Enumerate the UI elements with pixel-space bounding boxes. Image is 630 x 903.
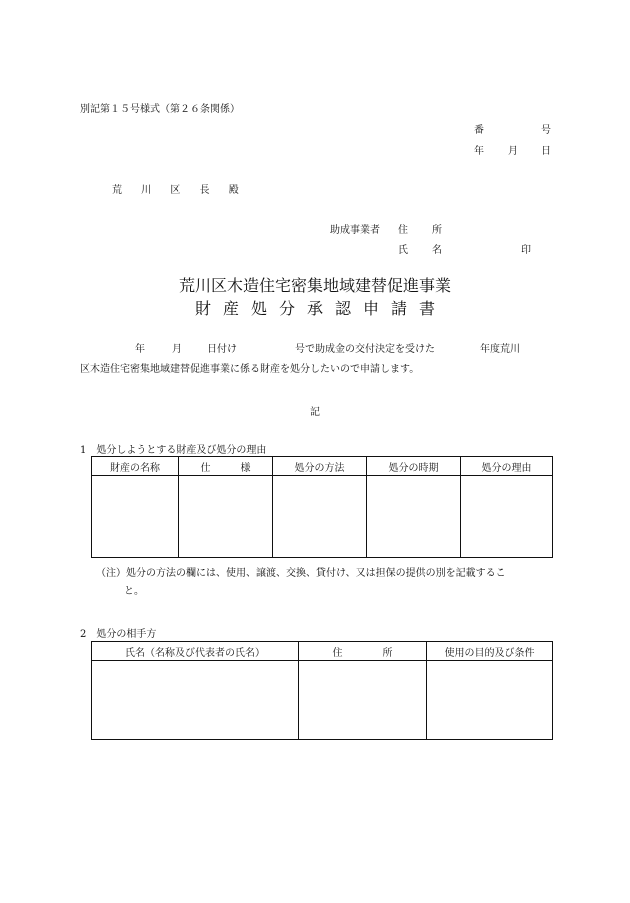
body-part-decision: 号で助成金の交付決定を受けた xyxy=(295,344,435,355)
col-party-name: 氏名（名称及び代表者の氏名） xyxy=(92,642,299,661)
date-month-label: 月 xyxy=(508,146,518,157)
col-property-name: 財産の名称 xyxy=(92,457,179,476)
cell-purpose[interactable] xyxy=(427,661,553,740)
col-party-address: 住 所 xyxy=(299,642,427,661)
body-part-fy: 年度荒川 xyxy=(480,344,520,355)
addressee: 荒 川 区 長 殿 xyxy=(112,185,247,196)
col-timing: 処分の時期 xyxy=(367,457,461,476)
seal-mark: 印 xyxy=(521,245,531,256)
date-year-label: 年 xyxy=(474,146,484,157)
col-purpose: 使用の目的及び条件 xyxy=(427,642,553,661)
body-part-date: 日付け xyxy=(207,344,237,355)
number-gou-label: 号 xyxy=(541,125,551,136)
cell-timing[interactable] xyxy=(367,476,461,558)
section1-number: 1 xyxy=(80,445,87,456)
name-label-2: 名 xyxy=(432,245,442,256)
cell-spec[interactable] xyxy=(179,476,273,558)
cell-party-address[interactable] xyxy=(299,661,427,740)
address-label xyxy=(398,221,442,236)
section2-title: 処分の相手方 xyxy=(96,629,157,640)
section1-heading xyxy=(80,441,266,456)
cell-party-name[interactable] xyxy=(92,661,299,740)
col-reason: 処分の理由 xyxy=(461,457,553,476)
applicant-label: 助成事業者 xyxy=(330,225,380,236)
body-part-month: 月 xyxy=(172,344,182,355)
col-spec: 仕 様 xyxy=(179,457,273,476)
cell-method[interactable] xyxy=(273,476,367,558)
title-line2: 財産処分承認申請書 xyxy=(194,299,447,318)
date-day-label: 日 xyxy=(541,146,551,157)
col-method: 処分の方法 xyxy=(273,457,367,476)
address-label-2: 所 xyxy=(432,225,442,236)
name-label xyxy=(398,241,442,256)
section1-title: 処分しようとする財産及び処分の理由 xyxy=(96,445,267,456)
body-line2: 区木造住宅密集地域建替促進事業に係る財産を処分したいので申請します。 xyxy=(80,364,420,375)
property-table xyxy=(91,456,553,558)
cell-property-name[interactable] xyxy=(92,476,179,558)
name-label-1: 氏 xyxy=(398,245,408,256)
note-line1: （注）処分の方法の欄には、使用、譲渡、交換、貸付け、又は担保の提供の別を記載するこ xyxy=(96,568,506,579)
address-label-1: 住 xyxy=(398,225,408,236)
body-line1 xyxy=(135,340,520,355)
section2-heading xyxy=(80,625,156,640)
number-ban-label: 番 xyxy=(474,125,484,136)
cell-reason[interactable] xyxy=(461,476,553,558)
section2-number: 2 xyxy=(80,629,87,640)
counterparty-table xyxy=(91,641,553,740)
form-id: 別記第１５号様式（第２６条関係） xyxy=(80,104,240,115)
note-line2: と。 xyxy=(124,586,144,597)
title-line1: 荒川区木造住宅密集地域建替促進事業 xyxy=(178,276,451,295)
body-part-year: 年 xyxy=(135,344,145,355)
ki-heading: 記 xyxy=(310,407,320,418)
